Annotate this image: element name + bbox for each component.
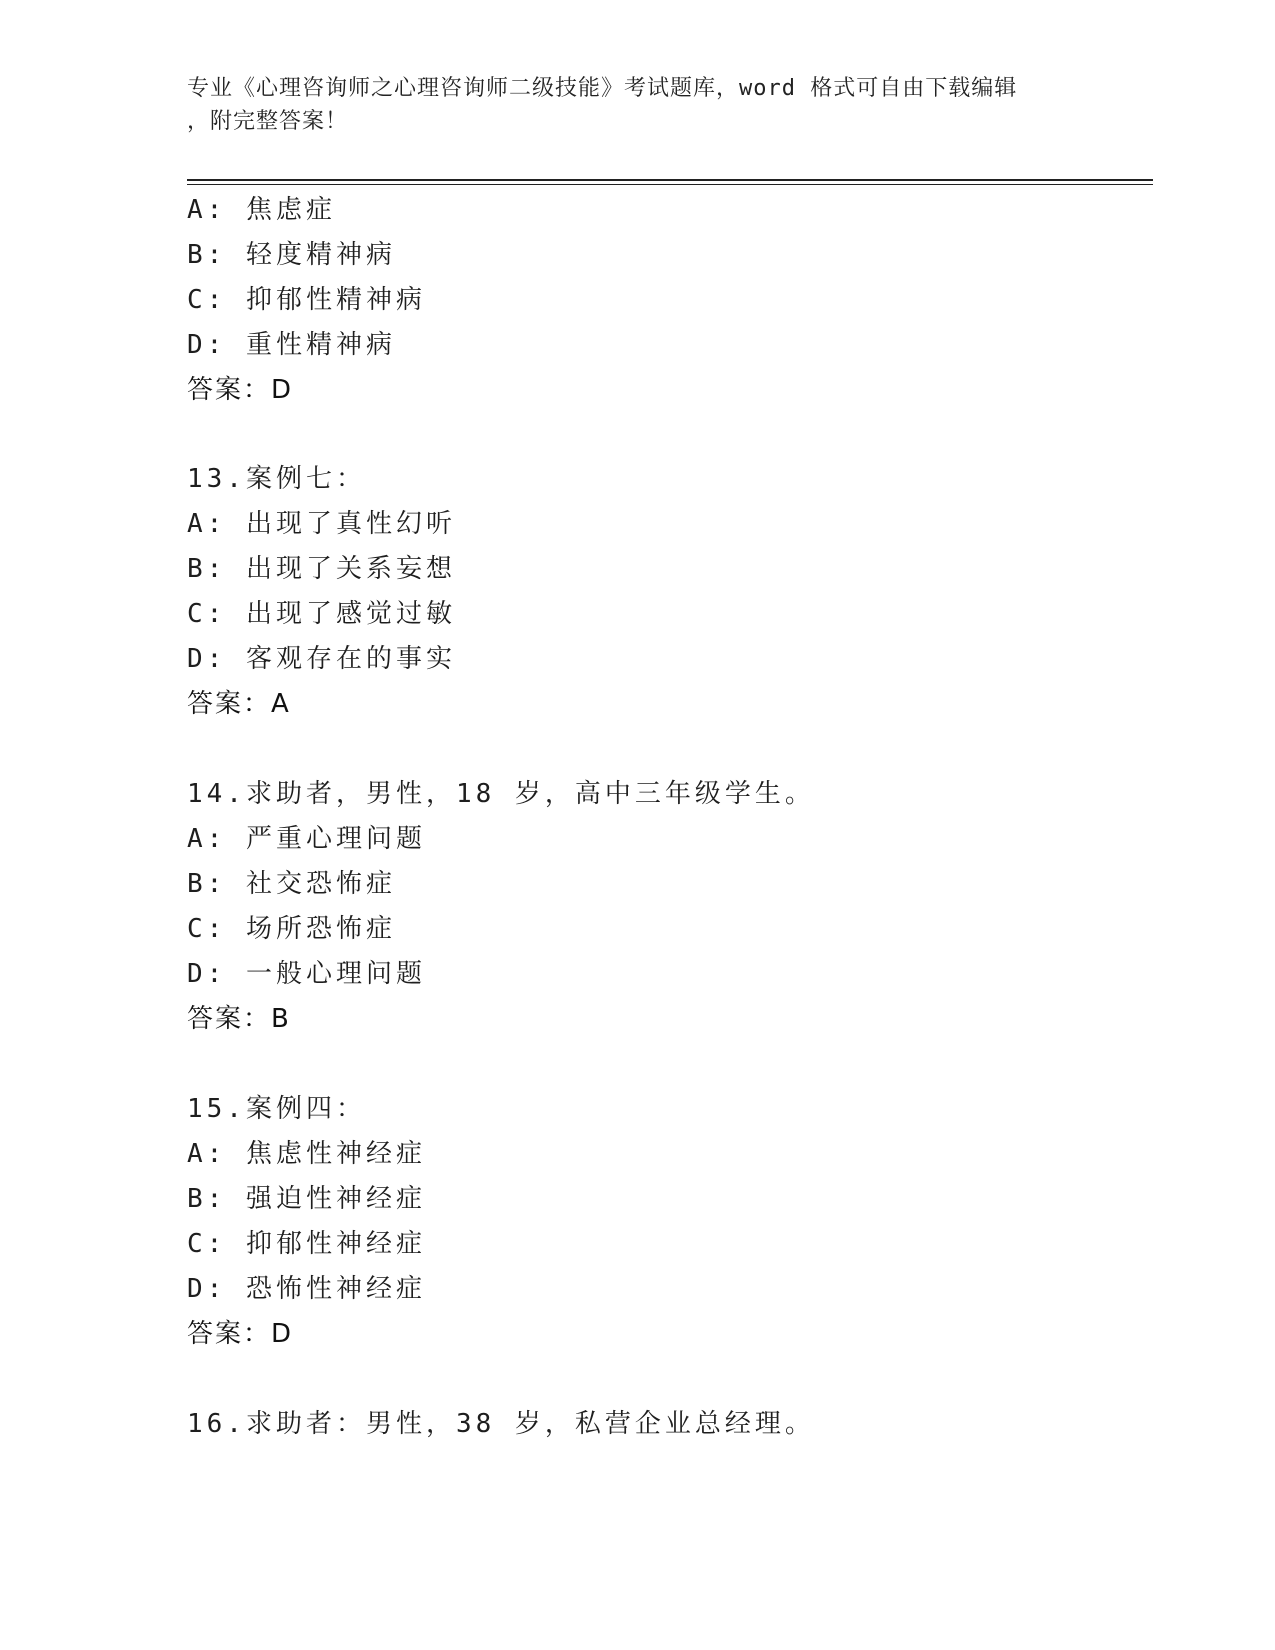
option-b: B: 强迫性神经症 — [187, 1184, 426, 1214]
option-b: B: 轻度精神病 — [187, 240, 396, 270]
option-b: B: 出现了关系妄想 — [187, 554, 456, 584]
header-rule-thin — [187, 184, 1153, 185]
option-c: C: 抑郁性精神病 — [187, 285, 426, 315]
answer-line: 答案：D — [187, 1319, 294, 1349]
option-c: C: 出现了感觉过敏 — [187, 599, 456, 629]
document-header — [187, 72, 1087, 138]
answer-line: 答案：B — [187, 1004, 291, 1034]
header-title-line: 专业《心理咨询师之心理咨询师二级技能》考试题库，word 格式可自由下载编辑 — [187, 76, 1018, 101]
answer-line: 答案：A — [187, 689, 291, 719]
header-subtitle-line: ，附完整答案！ — [187, 109, 349, 134]
option-a: A: 严重心理问题 — [187, 824, 426, 854]
option-a: A: 焦虑症 — [187, 195, 336, 225]
header-rule-thick — [187, 179, 1153, 181]
option-c: C: 场所恐怖症 — [187, 914, 396, 944]
option-d: D: 一般心理问题 — [187, 959, 426, 989]
question-16: 16.求助者：男性，38 岁，私营企业总经理。 — [187, 1409, 815, 1439]
answer-line: 答案：D — [187, 375, 294, 405]
option-d: D: 客观存在的事实 — [187, 644, 456, 674]
option-a: A: 出现了真性幻听 — [187, 509, 456, 539]
option-c: C: 抑郁性神经症 — [187, 1229, 426, 1259]
question-13: 13.案例七： — [187, 464, 366, 494]
option-b: B: 社交恐怖症 — [187, 869, 396, 899]
option-d: D: 恐怖性神经症 — [187, 1274, 426, 1304]
option-d: D: 重性精神病 — [187, 330, 396, 360]
question-15: 15.案例四： — [187, 1094, 366, 1124]
question-14: 14.求助者，男性，18 岁，高中三年级学生。 — [187, 779, 815, 809]
option-a: A: 焦虑性神经症 — [187, 1139, 426, 1169]
